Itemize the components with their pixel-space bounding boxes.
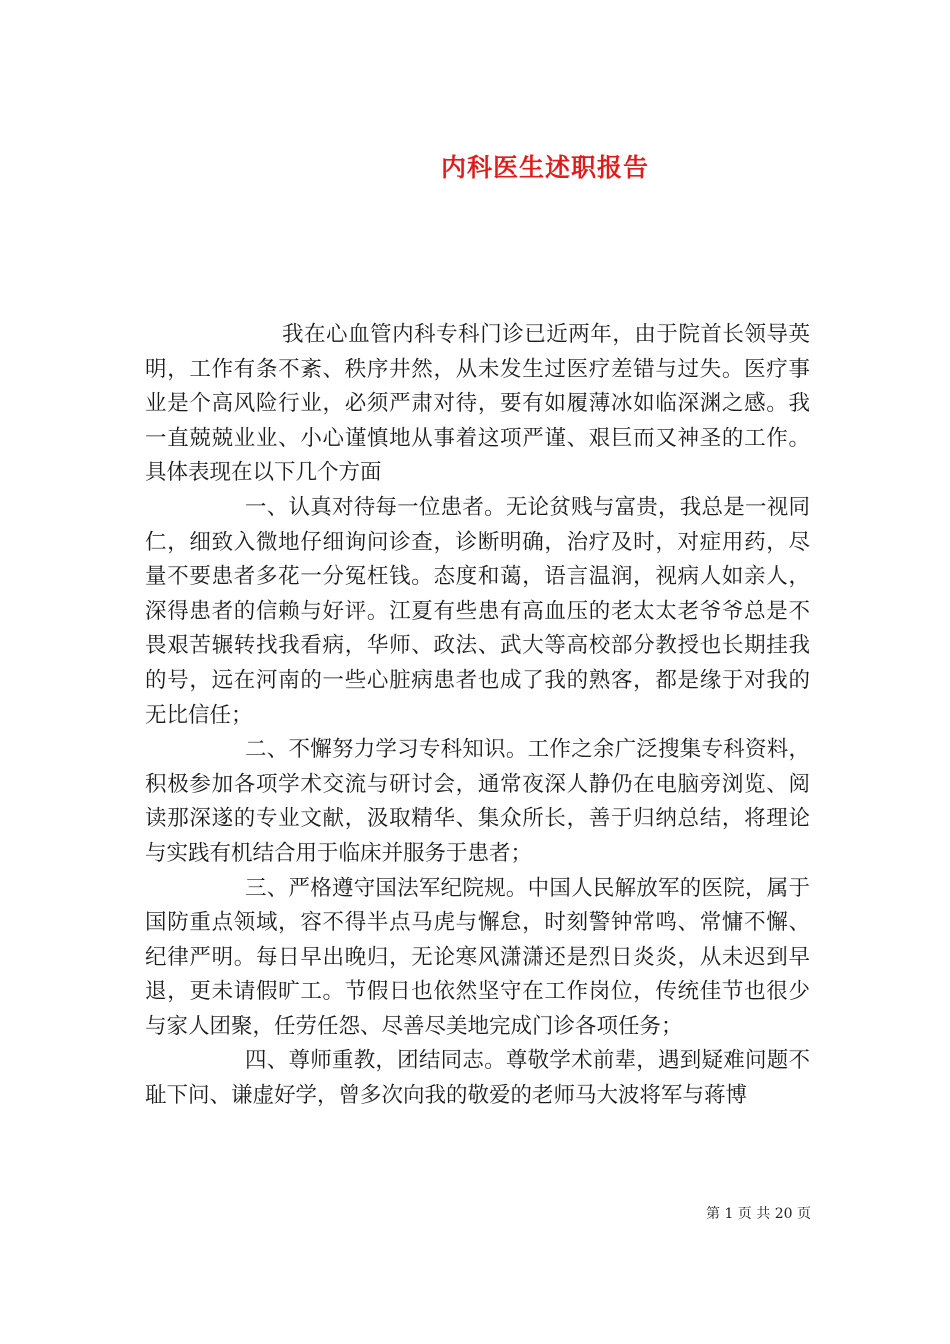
paragraph-point-2: 二、不懈努力学习专科知识。工作之余广泛搜集专科资料，积极参加各项学术交流与研讨会，通常夜深人静仍在电脑旁浏览、阅读那深遂的专业文献，汲取精华、集众所长，善于归纳总结，将理论与实践有机结合用于临床并服务于患者； (145, 737, 810, 866)
paragraph-point-4: 四、尊师重教，团结同志。尊敬学术前辈，遇到疑难问题不耻下问、谦虚好学，曾多次向我的敬爱的老师马大波将军与蒋博 (145, 1048, 810, 1109)
paragraph-point-3: 三、严格遵守国法军纪院规。中国人民解放军的医院，属于国防重点领域，容不得半点马虎与懈怠，时刻警钟常鸣、常慵不懈、纪律严明。每日早出晚归，无论寒风潇潇还是烈日炎炎，从未迟到早退，更未请假旷工。节假日也依然坚守在工作岗位，传统佳节也很少与家人团聚，任劳任怨、尽善尽美地完成门诊各项任务； (145, 875, 810, 1039)
paragraph-point-1: 一、认真对待每一位患者。无论贫贱与富贵，我总是一视同仁，细致入微地仔细询问诊查，诊断明确，治疗及时，对症用药，尽量不要患者多花一分冤枉钱。态度和蔼，语言温润，视病人如亲人，深得患者的信赖与好评。江夏有些患有高血压的老太太老爷爷总是不畏艰苦辗转找我看病，华师、政法、武大等高校部分教授也长期挂我的号，远在河南的一些心脏病患者也成了我的熟客，都是缘于对我的无比信任； (145, 494, 810, 728)
document-title: 内科医生述职报告 (440, 152, 649, 182)
paragraph-intro: 我在心血管内科专科门诊已近两年，由于院首长领导英明，工作有条不紊、秩序井然，从未发生过医疗差错与过失。医疗事业是个高风险行业，必须严肃对待，要有如履薄冰如临深渊之感。我一直兢兢业业、小心谨慎地从事着这项严谨、艰巨而又神圣的工作。具体表现在以下几个方面 (145, 322, 810, 486)
document-body (145, 318, 810, 1114)
page-number-footer: 第 1 页 共 20 页 (706, 1206, 811, 1222)
